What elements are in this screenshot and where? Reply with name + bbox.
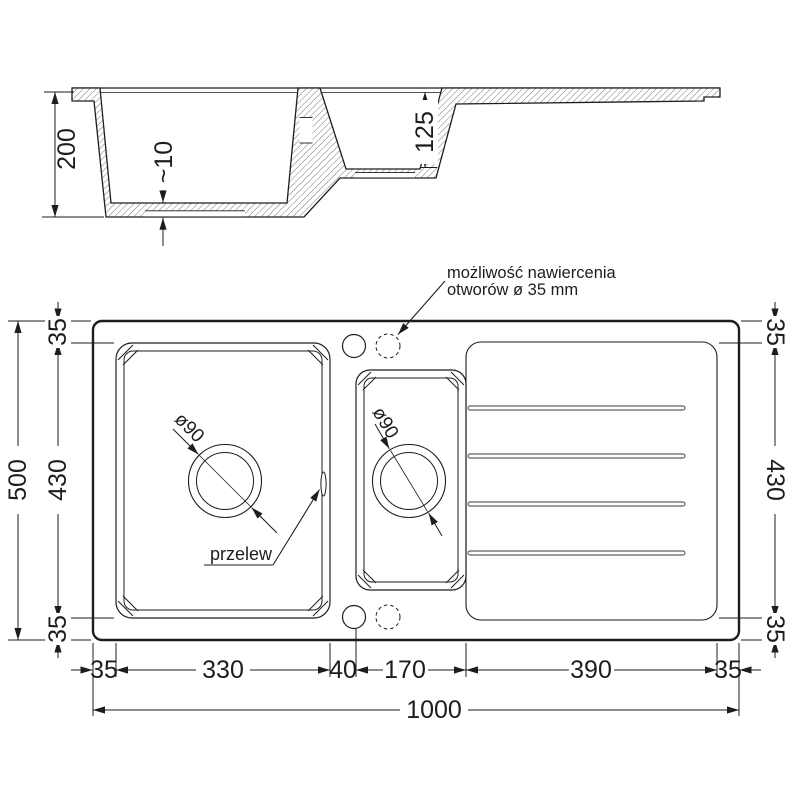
main-bowl-drain-recess	[145, 211, 245, 217]
section-smallbowl-depth-label: 125	[411, 111, 439, 153]
small-bowl-drain-recess	[355, 173, 415, 178]
dim-left-mid: 430	[44, 459, 72, 501]
dim-total-height: 500	[4, 459, 32, 501]
dim-right-bottom: 35	[761, 615, 789, 643]
drill-note-line1: możliwość nawiercenia	[447, 264, 616, 282]
drill-note-line2: otworów ø 35 mm	[447, 281, 579, 299]
section-thickness-label: ~10	[150, 140, 178, 184]
dim-right-top: 35	[761, 318, 789, 346]
dim-left-bottom: 35	[44, 615, 72, 643]
dim-divider-width: 40	[329, 656, 357, 684]
overflow-label: przelew	[210, 544, 273, 564]
small-bowl	[356, 370, 466, 590]
dim-margin-left: 35	[90, 656, 118, 684]
dim-main-bowl-width: 330	[202, 656, 244, 684]
section-view	[42, 88, 720, 246]
plan-view	[8, 281, 786, 716]
section-depth-label: 200	[53, 128, 81, 170]
overflow-gap	[300, 118, 313, 144]
dim-drainer-width: 390	[570, 656, 612, 684]
main-drain-label: ø90	[169, 408, 209, 448]
dim-total-width: 1000	[406, 696, 462, 724]
dim-margin-right: 35	[714, 656, 742, 684]
dim-right-mid: 430	[761, 459, 789, 501]
dim-left-top: 35	[44, 318, 72, 346]
dim-small-bowl-width: 170	[384, 656, 426, 684]
main-bowl	[116, 343, 330, 618]
small-drain-label: ø90	[367, 403, 403, 443]
overflow-slot	[321, 472, 326, 496]
